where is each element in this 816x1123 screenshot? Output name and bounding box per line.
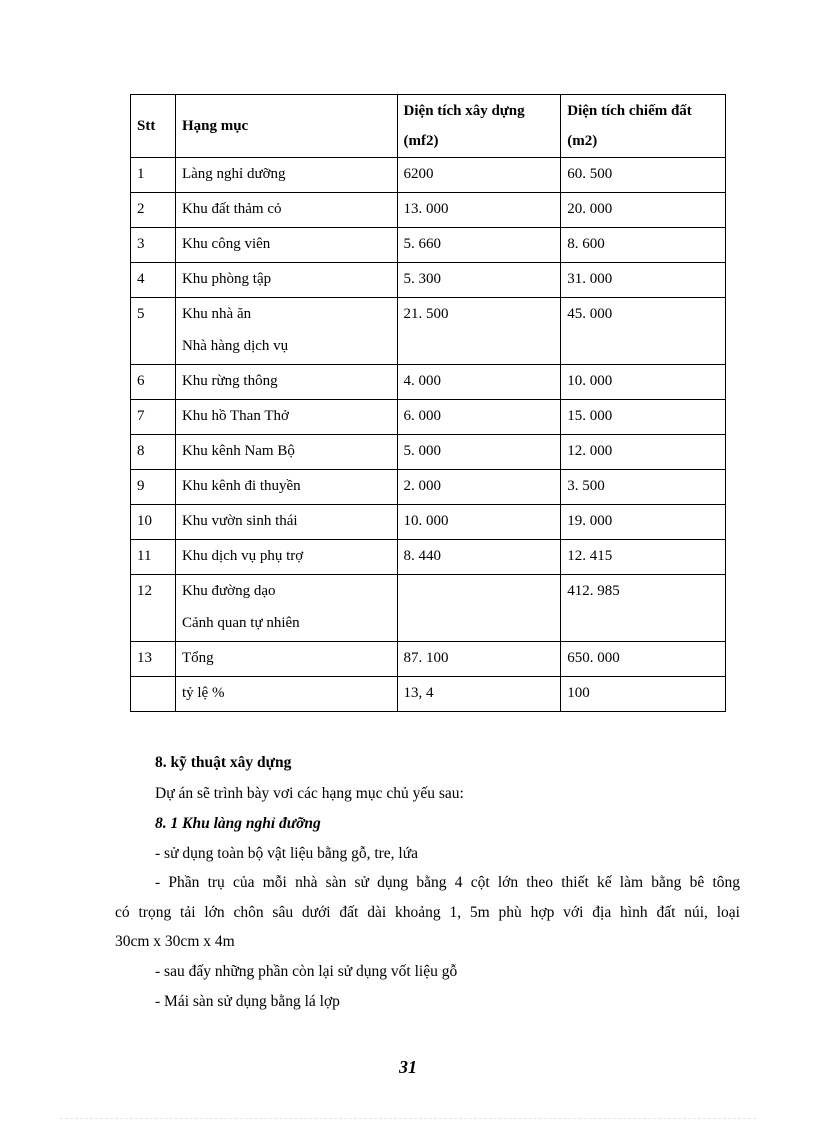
cell-build-area: 6200 xyxy=(397,158,561,193)
cell-item xyxy=(175,365,397,400)
cell-build-area: 2. 000 xyxy=(397,470,561,505)
header-land-area xyxy=(561,95,726,158)
table-row xyxy=(131,435,726,470)
table-row xyxy=(131,228,726,263)
table-row xyxy=(131,365,726,400)
cell-item xyxy=(175,158,397,193)
cell-build-area: 5. 300 xyxy=(397,263,561,298)
footer-divider xyxy=(60,1118,756,1119)
table-row xyxy=(131,400,726,435)
cell-build-area: 5. 000 xyxy=(397,435,561,470)
cell-item xyxy=(175,575,397,642)
cell-land-area: 12. 415 xyxy=(561,540,726,575)
header-build-area-line1: Diện tích xây dựng xyxy=(403,103,525,119)
cell-item-line: Khu công viên xyxy=(181,236,271,252)
header-build-area xyxy=(397,95,561,158)
header-land-area-line1: Diện tích chiếm đất xyxy=(567,103,692,119)
cell-stt: 8 xyxy=(131,435,176,470)
cell-land-area: 19. 000 xyxy=(561,505,726,540)
cell-build-area: 21. 500 xyxy=(397,298,561,365)
cell-land-area: 31. 000 xyxy=(561,263,726,298)
header-build-area-line2: (mf2) xyxy=(403,133,439,149)
cell-item xyxy=(175,642,397,677)
cell-item xyxy=(175,435,397,470)
cell-item-line: Nhà hàng dịch vụ xyxy=(181,338,289,354)
cell-land-area: 8. 600 xyxy=(561,228,726,263)
cell-item xyxy=(175,505,397,540)
cell-land-area: 412. 985 xyxy=(561,575,726,642)
bullet-roof: - Mái sàn sử dụng bằng lá lợp xyxy=(155,993,340,1010)
table-row xyxy=(131,470,726,505)
cell-land-area: 15. 000 xyxy=(561,400,726,435)
section-subheading: 8. 1 Khu làng nghỉ đưỡng xyxy=(155,815,321,832)
cell-build-area: 4. 000 xyxy=(397,365,561,400)
cell-land-area: 100 xyxy=(561,677,726,712)
cell-build-area: 87. 100 xyxy=(397,642,561,677)
bullet-wood: - sau đấy những phần còn lại sử dụng vốt liệu gỗ xyxy=(155,963,458,980)
cell-item xyxy=(175,677,397,712)
table-body xyxy=(131,158,726,712)
cell-item xyxy=(175,540,397,575)
cell-build-area: 8. 440 xyxy=(397,540,561,575)
header-land-area-line2: (m2) xyxy=(567,133,598,149)
cell-stt: 9 xyxy=(131,470,176,505)
cell-item-line: Khu kênh Nam Bộ xyxy=(181,443,295,459)
cell-land-area: 45. 000 xyxy=(561,298,726,365)
cell-stt: 2 xyxy=(131,193,176,228)
cell-stt: 5 xyxy=(131,298,176,365)
cell-stt: 1 xyxy=(131,158,176,193)
cell-build-area xyxy=(397,575,561,642)
header-stt: Stt xyxy=(131,95,176,158)
cell-stt: 3 xyxy=(131,228,176,263)
cell-land-area: 10. 000 xyxy=(561,365,726,400)
table-row xyxy=(131,298,726,365)
page-number: 31 xyxy=(399,1057,417,1077)
cell-land-area: 3. 500 xyxy=(561,470,726,505)
section-heading: 8. kỹ thuật xây dựng xyxy=(155,754,292,771)
cell-land-area: 650. 000 xyxy=(561,642,726,677)
cell-stt: 13 xyxy=(131,642,176,677)
header-item: Hạng mục xyxy=(175,95,397,158)
cell-item xyxy=(175,298,397,365)
table-row xyxy=(131,677,726,712)
table-row xyxy=(131,505,726,540)
bullet-materials: - sử dụng toàn bộ vật liệu bằng gỗ, tre, lứa xyxy=(155,845,419,862)
cell-land-area: 12. 000 xyxy=(561,435,726,470)
cell-item xyxy=(175,263,397,298)
cell-item-line: Khu rừng thông xyxy=(181,373,278,389)
cell-item-line: Khu dịch vụ phụ trợ xyxy=(181,548,304,564)
cell-build-area: 13. 000 xyxy=(397,193,561,228)
paragraph-line-3: 30cm x 30cm x 4m xyxy=(115,933,235,950)
table-row xyxy=(131,263,726,298)
cell-item-line: Khu đường dạo xyxy=(181,583,276,599)
cell-item-line: Khu vườn sinh thái xyxy=(181,513,298,529)
cell-build-area: 10. 000 xyxy=(397,505,561,540)
cell-land-area: 20. 000 xyxy=(561,193,726,228)
cell-item-line: Tổng xyxy=(181,650,214,666)
cell-stt: 6 xyxy=(131,365,176,400)
cell-stt xyxy=(131,677,176,712)
cell-item-line: Khu kênh đi thuyền xyxy=(181,478,301,494)
cell-item-line: tỷ lệ % xyxy=(181,685,225,701)
paragraph-line-1: - Phần trụ của mỗi nhà sàn sử dụng bằng 4 cột lớn theo thiết kế làm bằng bê tông xyxy=(155,874,740,891)
area-table xyxy=(130,94,726,712)
table-row xyxy=(131,642,726,677)
section-intro: Dự án sẽ trình bày vơi các hạng mục chủ yếu sau: xyxy=(155,785,464,802)
table-row xyxy=(131,193,726,228)
cell-build-area: 13, 4 xyxy=(397,677,561,712)
cell-item-line: Khu hồ Than Thở xyxy=(181,408,289,424)
cell-item xyxy=(175,470,397,505)
cell-item-line: Khu đất thảm cỏ xyxy=(181,201,282,217)
cell-build-area: 6. 000 xyxy=(397,400,561,435)
cell-item xyxy=(175,400,397,435)
table-header-row xyxy=(131,95,726,158)
cell-stt: 10 xyxy=(131,505,176,540)
cell-item-line: Làng nghỉ dưỡng xyxy=(181,166,286,182)
cell-item xyxy=(175,193,397,228)
paragraph-line-2: có trọng tải lớn chôn sâu dưới đất dài khoảng 1, 5m phù hợp với địa hình đất núi, loại xyxy=(115,904,740,921)
table-row xyxy=(131,540,726,575)
cell-item-line: Khu phòng tập xyxy=(181,271,272,287)
cell-build-area: 5. 660 xyxy=(397,228,561,263)
cell-stt: 12 xyxy=(131,575,176,642)
cell-land-area: 60. 500 xyxy=(561,158,726,193)
cell-stt: 4 xyxy=(131,263,176,298)
cell-item-line: Cảnh quan tự nhiên xyxy=(181,615,300,631)
cell-stt: 11 xyxy=(131,540,176,575)
cell-stt: 7 xyxy=(131,400,176,435)
table-row xyxy=(131,575,726,642)
table-row xyxy=(131,158,726,193)
cell-item xyxy=(175,228,397,263)
cell-item-line: Khu nhà ăn xyxy=(181,306,252,322)
